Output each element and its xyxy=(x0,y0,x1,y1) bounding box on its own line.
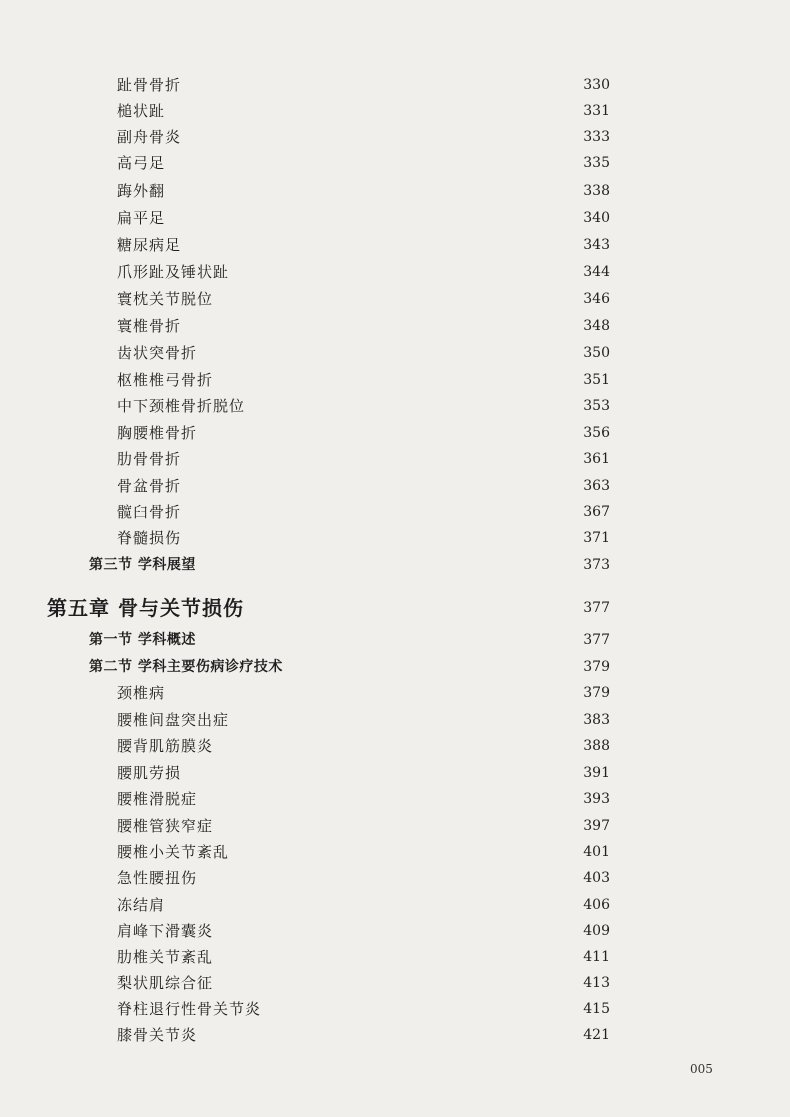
toc-entry[interactable] xyxy=(0,813,790,839)
toc-entry[interactable] xyxy=(0,918,790,944)
entry-page: 344 xyxy=(583,264,610,280)
entry-page: 367 xyxy=(583,504,610,520)
entry-page: 377 xyxy=(583,632,610,648)
entry-title: 腰椎小关节紊乱 xyxy=(117,843,230,861)
section-title: 第二节 学科主要伤病诊疗技术 xyxy=(89,659,283,675)
toc-entry[interactable] xyxy=(0,733,790,759)
entry-title: 冻结肩 xyxy=(117,896,166,914)
toc-entry[interactable] xyxy=(0,367,790,393)
entry-page: 351 xyxy=(583,372,610,388)
entry-title: 糖尿病足 xyxy=(117,236,182,254)
toc-entry[interactable] xyxy=(0,393,790,419)
entry-title: 寰椎骨折 xyxy=(117,317,182,335)
entry-page: 371 xyxy=(583,530,610,546)
toc-entry[interactable] xyxy=(0,259,790,285)
toc-entry[interactable] xyxy=(0,499,790,525)
entry-title: 高弓足 xyxy=(117,154,166,172)
entry-title: 副舟骨炎 xyxy=(117,128,182,146)
toc-entry[interactable] xyxy=(0,178,790,204)
entry-page: 353 xyxy=(583,398,610,414)
toc-entry[interactable] xyxy=(0,1022,790,1048)
toc-entry[interactable] xyxy=(0,232,790,258)
entry-title: 急性腰扭伤 xyxy=(117,869,198,887)
entry-page: 331 xyxy=(583,103,610,119)
toc-entry[interactable] xyxy=(0,420,790,446)
entry-page: 411 xyxy=(583,949,610,965)
entry-title: 腰肌劳损 xyxy=(117,764,182,782)
entry-page: 401 xyxy=(583,844,610,860)
toc-section[interactable] xyxy=(0,654,790,680)
toc-entry[interactable] xyxy=(0,72,790,98)
entry-page: 413 xyxy=(583,975,610,991)
entry-page: 361 xyxy=(583,451,610,467)
entry-title: 腰椎间盘突出症 xyxy=(117,711,230,729)
entry-title: 腰背肌筋膜炎 xyxy=(117,737,214,755)
toc-entry[interactable] xyxy=(0,205,790,231)
toc-chapter[interactable] xyxy=(0,595,790,621)
entry-title: 肩峰下滑囊炎 xyxy=(117,922,214,940)
entry-title: 肋椎关节紊乱 xyxy=(117,948,214,966)
entry-page: 330 xyxy=(583,77,610,93)
toc-entry[interactable] xyxy=(0,473,790,499)
toc-section[interactable] xyxy=(0,627,790,653)
toc-section[interactable] xyxy=(0,552,790,578)
entry-page: 377 xyxy=(583,600,610,616)
entry-page: 421 xyxy=(583,1027,610,1043)
entry-title: 髋臼骨折 xyxy=(117,503,182,521)
section-title: 第三节 学科展望 xyxy=(89,557,196,573)
toc-entry[interactable] xyxy=(0,760,790,786)
entry-title: 骨盆骨折 xyxy=(117,477,182,495)
entry-page: 383 xyxy=(583,712,610,728)
entry-title: 脊柱退行性骨关节炎 xyxy=(117,1000,262,1018)
toc-entry[interactable] xyxy=(0,313,790,339)
toc-entry[interactable] xyxy=(0,944,790,970)
entry-page: 373 xyxy=(583,557,610,573)
entry-page: 379 xyxy=(583,685,610,701)
entry-page: 340 xyxy=(583,210,610,226)
entry-page: 333 xyxy=(583,129,610,145)
toc-entry[interactable] xyxy=(0,150,790,176)
toc-entry[interactable] xyxy=(0,525,790,551)
entry-page: 403 xyxy=(583,870,610,886)
toc-entry[interactable] xyxy=(0,970,790,996)
toc-entry[interactable] xyxy=(0,124,790,150)
entry-title: 中下颈椎骨折脱位 xyxy=(117,397,246,415)
entry-page: 406 xyxy=(583,897,610,913)
entry-page: 409 xyxy=(583,923,610,939)
toc-entry[interactable] xyxy=(0,892,790,918)
entry-title: 肋骨骨折 xyxy=(117,450,182,468)
entry-page: 356 xyxy=(583,425,610,441)
toc-entry[interactable] xyxy=(0,680,790,706)
entry-page: 397 xyxy=(583,818,610,834)
entry-page: 350 xyxy=(583,345,610,361)
toc-entry[interactable] xyxy=(0,786,790,812)
toc-entry[interactable] xyxy=(0,707,790,733)
entry-title: 扁平足 xyxy=(117,209,166,227)
entry-title: 槌状趾 xyxy=(117,102,166,120)
toc-entry[interactable] xyxy=(0,996,790,1022)
entry-page: 338 xyxy=(583,183,610,199)
section-title: 第一节 学科概述 xyxy=(89,632,196,648)
entry-page: 346 xyxy=(583,291,610,307)
toc-entry[interactable] xyxy=(0,340,790,366)
entry-page: 348 xyxy=(583,318,610,334)
entry-title: 踇外翻 xyxy=(117,182,166,200)
entry-title: 膝骨关节炎 xyxy=(117,1026,198,1044)
entry-title: 腰椎管狭窄症 xyxy=(117,817,214,835)
entry-page: 335 xyxy=(583,155,610,171)
entry-page: 391 xyxy=(583,765,610,781)
entry-title: 爪形趾及锤状趾 xyxy=(117,263,230,281)
entry-title: 寰枕关节脱位 xyxy=(117,290,214,308)
toc-entry[interactable] xyxy=(0,98,790,124)
toc-entry[interactable] xyxy=(0,839,790,865)
chapter-title: 第五章 骨与关节损伤 xyxy=(47,596,244,620)
entry-page: 379 xyxy=(583,659,610,675)
entry-page: 343 xyxy=(583,237,610,253)
entry-title: 胸腰椎骨折 xyxy=(117,424,198,442)
entry-page: 363 xyxy=(583,478,610,494)
toc-entry[interactable] xyxy=(0,865,790,891)
entry-title: 齿状突骨折 xyxy=(117,344,198,362)
entry-page: 415 xyxy=(583,1001,610,1017)
toc-entry[interactable] xyxy=(0,446,790,472)
page-number: 005 xyxy=(690,1062,713,1076)
toc-entry[interactable] xyxy=(0,286,790,312)
entry-title: 腰椎滑脱症 xyxy=(117,790,198,808)
entry-title: 颈椎病 xyxy=(117,684,166,702)
entry-title: 梨状肌综合征 xyxy=(117,974,214,992)
entry-page: 393 xyxy=(583,791,610,807)
entry-title: 脊髓损伤 xyxy=(117,529,182,547)
entry-page: 388 xyxy=(583,738,610,754)
entry-title: 枢椎椎弓骨折 xyxy=(117,371,214,389)
entry-title: 趾骨骨折 xyxy=(117,76,182,94)
